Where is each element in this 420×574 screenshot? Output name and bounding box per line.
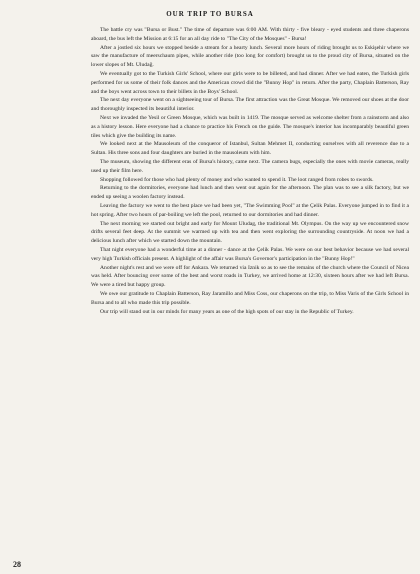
paragraph: We looked next at the Mausoleum of the conqueror of Istanbul, Sultan Mehmet II, conducting ourselves with all reverence due to a Sultan. His three sons and four daughters are buried in the mausoleum with him.: [91, 141, 409, 157]
paragraph: Another night's rest and we were off for Ankara. We returned via Iznik so as to see the remains of the church where the Council of Nicea was held. After bouncing over some of the best and worst roads in Turkey, we arrived home at 12:30, sixteen hours after we had left Bursa. We were a tired but happy group.: [91, 264, 409, 289]
paragraph: The battle cry was "Bursa or Bust." The time of departure was 6:00 AM. With thirty - five bleary - eyed students and three chaperons aboard, the bus left the Mission at 6:15 for an all day ride to "The City of the Mosques" - Bursa!: [91, 27, 409, 42]
paragraph: The museum, showing the different eras of Bursa's history, came next. The camera bugs, especially the ones with movie cameras, really used up their film here.: [91, 158, 409, 174]
page-title: OUR TRIP TO BURSA: [166, 10, 254, 18]
paragraph: After a jostled six hours we stopped beside a stream for a hearty lunch. Several more hours of riding brought us to Eskişehir where we saw the manufacture of meerschaum pipes, while another ride (too long for comfort) brought us to the proud city of Bursa, situated on the lower slopes of Mt. Uludağ.: [91, 44, 409, 69]
paragraph: Next we invaded the Yesil or Green Mosque, which was built in 1419. The mosque served as welcome shelter from a rainstorm and also as a history lesson. Here everyone had a chance to practice his French on the guide. The mosque's interior has incomparably beautiful green tiles which give the building its name.: [91, 114, 409, 139]
paragraph: That night everyone had a wonderful time at a dinner - dance at the Çelik Palas. We were on our best behavior because we had several very high Turkish officials present. A highlight of the affair was Bursa's Governor's participation in the "Bunny Hop!": [91, 246, 409, 262]
paragraph: Shopping followed for those who had plenty of money and who wanted to spend it. The loot ranged from robes to swords.: [100, 176, 374, 183]
paragraph: Returning to the dormitories, everyone had lunch and then went out again for the afternoon. The plan was to see a silk factory, but we ended up seeing a woolen factory instead.: [91, 185, 409, 201]
paragraph: The next morning we started out bright and early for Mount Uludag, the traditional Mt. Olympus. On the way up we encountered snow drifts several feet deep. At the summit we warmed up with tea and then went exploring the surrounding countryside. At noon we had a delicious lunch after which we started down the mountain.: [91, 220, 409, 245]
paragraph: We eventually got to the Turkish Girls' School, where our girls were to be billeted, and had dinner. After we had eaten, the Turkish girls performed for us some of their folk dances and the American crowd did the "Bunny Hop" in return. After the party, Chaplain Batterson, Ray and the boys went across town to their billets in the Boys' School.: [91, 70, 409, 95]
page-number: 28: [13, 560, 21, 569]
paragraph: Leaving the factory we went to the best place we had been yet, "The Swimming Pool" at the Çelik Palas. Everyone jumped in to find it a hot spring. After two hours of par-boiling we left the pool, returned to our dormitories and had dinner.: [91, 202, 409, 218]
paragraph: We owe our gratitude to Chaplain Batterson, Ray Jaramillo and Miss Coss, our chaperons on the trip, to Miss Varis of the Girls School in Bursa and to all who made this trip possible.: [91, 290, 409, 306]
article-body: [91, 26, 409, 316]
paragraph: Our trip will stand out in our minds for many years as one of the high spots of our stay in the Republic of Turkey.: [100, 308, 354, 315]
paragraph: The next day everyone went on a sightseeing tour of Bursa. The first attraction was the Great Mosque. We removed our shoes at the door and thoroughly inspected its beautiful interior.: [91, 97, 409, 113]
